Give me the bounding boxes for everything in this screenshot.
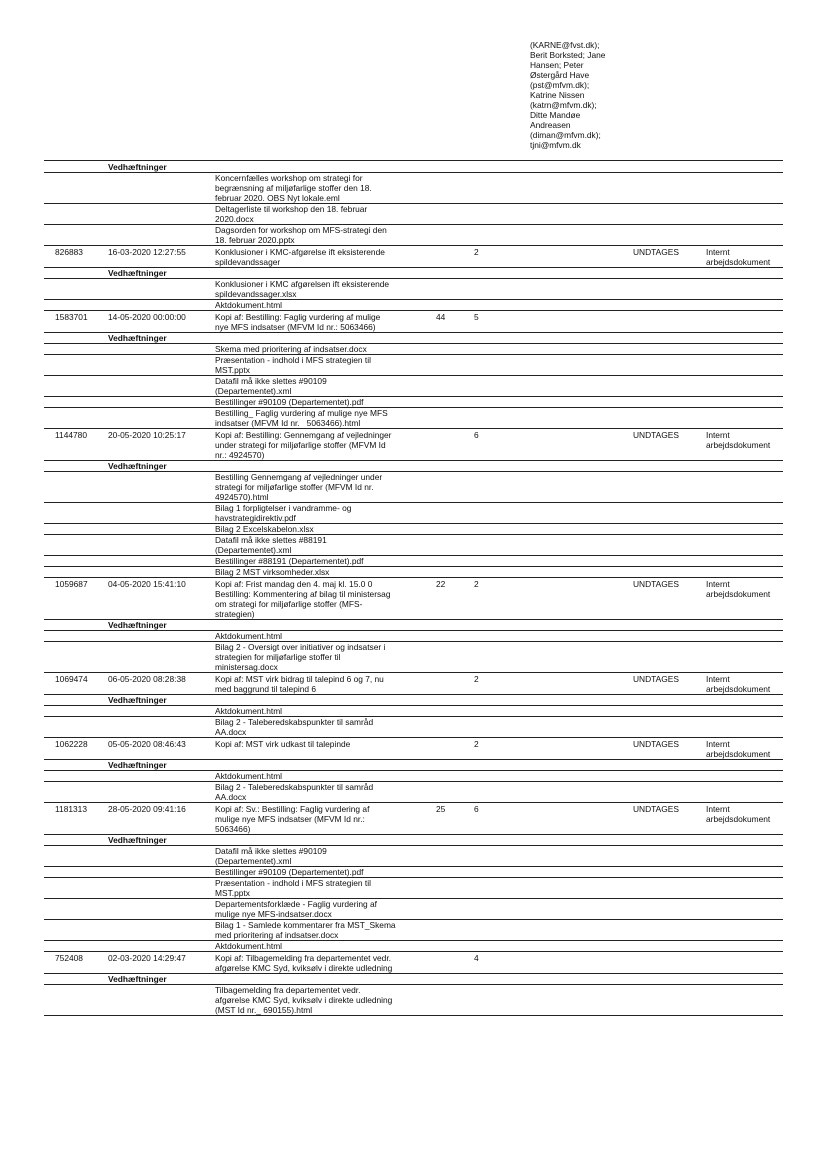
doc-date: 28-05-2020 09:41:16 [108,804,186,814]
doc-title-line: Kopi af: MST virk udkast til talepinde [215,739,351,749]
doc-count: 2 [474,579,479,589]
attachment-row-rule [44,866,783,867]
attachments-header-rule [44,705,783,706]
doc-id: 1583701 [55,312,88,322]
doc-reason-line: arbejdsdokument [706,749,771,759]
doc-date: 14-05-2020 00:00:00 [108,312,186,322]
attachments-label: Vedhæftninger [108,333,167,343]
attachment-name-line: AA.docx [215,792,247,802]
attachment-name-line: Koncernfælles workshop om strategi for [215,173,363,183]
attachments-header-rule [44,984,783,985]
doc-date: 04-05-2020 15:41:10 [108,579,186,589]
attachments-header-rule [44,630,783,631]
attachments-header-rule [44,278,783,279]
doc-reason-line: Internt [706,579,730,589]
attachment-row-rule [44,203,783,204]
recipient-line: Berit Borksted; Jane [530,50,606,60]
attachments-label: Vedhæftninger [108,974,167,984]
doc-reason-line: Internt [706,247,730,257]
doc-id: 1181313 [55,804,87,814]
attachment-name-line: Bilag 2 MST virksomheder.xlsx [215,567,330,577]
doc-title-line: Kopi af: MST virk bidrag til talepind 6 og 7, nu [215,674,384,684]
doc-date: 16-03-2020 12:27:55 [108,247,186,257]
attachment-name-line: Deltagerliste til workshop den 18. februar [215,204,368,214]
attachment-name-line: Skema med prioritering af indsatser.docx [215,344,367,354]
doc-status: UNDTAGES [633,674,679,684]
doc-reason-line: arbejdsdokument [706,814,771,824]
recipient-line: (diman@mfvm.dk); [530,130,601,140]
attachment-name-line: Bilag 2 Excelskabelon.xlsx [215,524,314,534]
attachment-row-rule [44,534,783,535]
attachment-name-line: Dagsorden for workshop om MFS-strategi den [215,225,387,235]
doc-title-line: nr.: 4924570) [215,450,265,460]
attachment-row-rule [44,919,783,920]
attachments-header-rule [44,770,783,771]
attachment-name-line: Bilag 1 - Samlede kommentarer fra MST_Skema [215,920,396,930]
attachment-name-line: Bilag 2 - Taleberedskabspunkter til samråd [215,782,374,792]
attachment-name-line: februar 2020. OBS Nyt lokale.eml [215,193,340,203]
doc-pages: 25 [436,804,446,814]
doc-reason-line: arbejdsdokument [706,440,771,450]
doc-date: 02-03-2020 14:29:47 [108,953,186,963]
attachment-row-rule [44,310,783,311]
attachment-name-line: havstrategidirektiv.pdf [215,513,296,523]
doc-reason-line: arbejdsdokument [706,257,771,267]
attachment-name-line: indsatser (MFVM Id nr. 5063466).html [215,418,361,428]
attachment-row-rule [44,737,783,738]
attachments-label: Vedhæftninger [108,760,167,770]
attachment-name-line: Bestillinger #88191 (Departementet).pdf [215,556,364,566]
attachments-label: Vedhæftninger [108,461,167,471]
doc-title-line: Kopi af: Tilbagemelding fra departementet vedr. [215,953,391,963]
attachments-header-rule [44,343,783,344]
attachments-label: Vedhæftninger [108,162,167,172]
attachment-name-line: Bestilling_ Faglig vurdering af mulige nye MFS [215,408,388,418]
attachment-row-rule [44,502,783,503]
attachment-row-rule [44,224,783,225]
doc-title-line: Kopi af: Frist mandag den 4. maj kl. 15.0 0 [215,579,373,589]
doc-date: 06-05-2020 08:28:38 [108,674,186,684]
attachments-header-rule [44,845,783,846]
recipient-line: tjni@mfvm.dk [530,140,581,150]
attachments-label: Vedhæftninger [108,620,167,630]
attachment-name-line: MST.pptx [215,888,250,898]
doc-id: 826883 [55,247,83,257]
doc-title-line: Konklusioner i KMC-afgørelse ift eksisterende [215,247,385,257]
attachment-name-line: Aktdokument.html [215,631,283,641]
attachment-row-rule [44,577,783,578]
recipient-line: (katrn@mfvm.dk); [530,100,597,110]
attachment-row-rule [44,523,783,524]
doc-count: 6 [474,430,479,440]
doc-title-line: med baggrund til talepind 6 [215,684,317,694]
doc-title-line: om strategi for miljøfarlige stoffer (MFS- [215,599,363,609]
doc-status: UNDTAGES [633,247,679,257]
attachment-row-rule [44,555,783,556]
attachment-name-line: med prioritering af indsatser.docx [215,930,339,940]
attachment-name-line: Bilag 1 forpligtelser i vandramme- og [215,503,352,513]
doc-date: 20-05-2020 10:25:17 [108,430,186,440]
attachment-row-rule [44,407,783,408]
attachment-name-line: MST.pptx [215,365,250,375]
attachment-row-rule [44,802,783,803]
attachment-name-line: AA.docx [215,727,247,737]
attachment-row-rule [44,781,783,782]
attachment-name-line: (Departementet).xml [215,856,292,866]
attachment-name-line: Datafil må ikke slettes #90109 [215,846,327,856]
doc-status: UNDTAGES [633,579,679,589]
attachment-name-line: Aktdokument.html [215,771,283,781]
attachment-row-rule [44,428,783,429]
attachment-name-line: Bestillinger #90109 (Departementet).pdf [215,397,364,407]
doc-status: UNDTAGES [633,430,679,440]
attachment-row-rule [44,898,783,899]
attachment-name-line: 2020.docx [215,214,254,224]
attachment-row-rule [44,245,783,246]
attachment-name-line: spildevandssager.xlsx [215,289,297,299]
attachment-name-line: Datafil må ikke slettes #88191 [215,535,327,545]
recipient-line: Hansen; Peter [530,60,584,70]
attachment-name-line: Præsentation - indhold i MFS strategien til [215,878,371,888]
attachment-row-rule [44,396,783,397]
attachment-row-rule [44,641,783,642]
attachment-row-rule [44,299,783,300]
attachment-name-line: ministersag.docx [215,662,278,672]
doc-reason-line: Internt [706,804,730,814]
doc-id: 1062228 [55,739,88,749]
doc-date: 05-05-2020 08:46:43 [108,739,186,749]
recipient-line: (KARNE@fvst.dk); [530,40,600,50]
doc-reason-line: Internt [706,430,730,440]
attachment-name-line: strategi for miljøfarlige stoffer (MFVM Id nr. [215,482,374,492]
doc-count: 2 [474,739,479,749]
attachment-row-rule [44,1015,783,1016]
recipient-line: Østergård Have [530,70,590,80]
attachment-row-rule [44,951,783,952]
attachment-name-line: Konklusioner i KMC afgørelsen ift eksisterende [215,279,390,289]
attachments-label: Vedhæftninger [108,268,167,278]
attachment-row-rule [44,375,783,376]
doc-reason-line: Internt [706,674,730,684]
attachment-row-rule [44,940,783,941]
doc-reason-line: arbejdsdokument [706,684,771,694]
attachment-row-rule [44,354,783,355]
doc-reason-line: arbejdsdokument [706,589,771,599]
attachments-label: Vedhæftninger [108,695,167,705]
attachment-name-line: Bestilling Gennemgang af vejledninger under [215,472,383,482]
attachment-name-line: Aktdokument.html [215,300,283,310]
doc-pages: 44 [436,312,446,322]
doc-reason-line: Internt [706,739,730,749]
attachment-name-line: Bilag 2 - Oversigt over initiativer og indsatser i [215,642,386,652]
doc-status: UNDTAGES [633,739,679,749]
attachment-name-line: Bilag 2 - Taleberedskabspunkter til samråd [215,717,374,727]
doc-title-line: 5063466) [215,824,251,834]
attachments-header-rule [44,471,783,472]
attachment-name-line: begrænsning af miljøfarlige stoffer den 18. [215,183,372,193]
attachment-name-line: (Departementet).xml [215,386,292,396]
doc-id: 1144780 [55,430,87,440]
attachment-name-line: Tilbagemelding fra departementet vedr. [215,985,361,995]
doc-count: 4 [474,953,479,963]
recipient-line: Ditte Mandøe [530,110,581,120]
attachment-row-rule [44,877,783,878]
doc-id: 1069474 [55,674,88,684]
doc-title-line: Kopi af: Sv.: Bestilling: Faglig vurdering af [215,804,370,814]
attachments-header-rule [44,172,783,173]
attachment-name-line: Bestillinger #90109 (Departementet).pdf [215,867,364,877]
attachment-name-line: Aktdokument.html [215,941,283,951]
doc-title-line: under strategi for miljøfarlige stoffer (MFVM Id [215,440,386,450]
attachment-name-line: afgørelse KMC Syd, kviksølv i direkte udledning [215,995,393,1005]
attachment-name-line: (Departementet).xml [215,545,292,555]
doc-title-line: Kopi af: Bestilling: Gennemgang af vejledninger [215,430,392,440]
doc-pages: 22 [436,579,446,589]
doc-title-line: Kopi af: Bestilling: Faglig vurdering af mulige [215,312,381,322]
attachment-row-rule [44,672,783,673]
attachment-row-rule [44,716,783,717]
doc-title-line: spildevandssager [215,257,281,267]
attachment-name-line: 18. februar 2020.pptx [215,235,295,245]
doc-title-line: Bestilling: Kommentering af bilag til ministersag [215,589,391,599]
doc-title-line: mulige nye MFS indsatser (MFVM Id nr.: [215,814,365,824]
doc-count: 2 [474,247,479,257]
attachment-name-line: 4924570).html [215,492,269,502]
attachment-name-line: strategien for miljøfarlige stoffer til [215,652,341,662]
doc-title-line: nye MFS indsatser (MFVM Id nr.: 5063466) [215,322,376,332]
doc-title-line: strategien) [215,609,255,619]
attachment-name-line: Datafil må ikke slettes #90109 [215,376,327,386]
attachment-row-rule [44,566,783,567]
attachment-name-line: mulige nye MFS-indsatser.docx [215,909,332,919]
doc-title-line: afgørelse KMC Syd, kviksølv i direkte udledning [215,963,393,973]
attachment-name-line: Aktdokument.html [215,706,283,716]
table-top-rule [44,160,783,161]
doc-count: 6 [474,804,479,814]
attachments-label: Vedhæftninger [108,835,167,845]
attachment-name-line: (MST Id nr._ 690155).html [215,1005,313,1015]
recipient-line: Katrine Nissen [530,90,585,100]
recipient-line: (pst@mfvm.dk); [530,80,590,90]
doc-count: 5 [474,312,479,322]
doc-id: 752408 [55,953,83,963]
attachment-name-line: Departementsforklæde - Faglig vurdering af [215,899,377,909]
doc-status: UNDTAGES [633,804,679,814]
doc-id: 1059687 [55,579,88,589]
doc-count: 2 [474,674,479,684]
attachment-name-line: Præsentation - indhold i MFS strategien til [215,355,371,365]
recipient-line: Andreasen [530,120,571,130]
